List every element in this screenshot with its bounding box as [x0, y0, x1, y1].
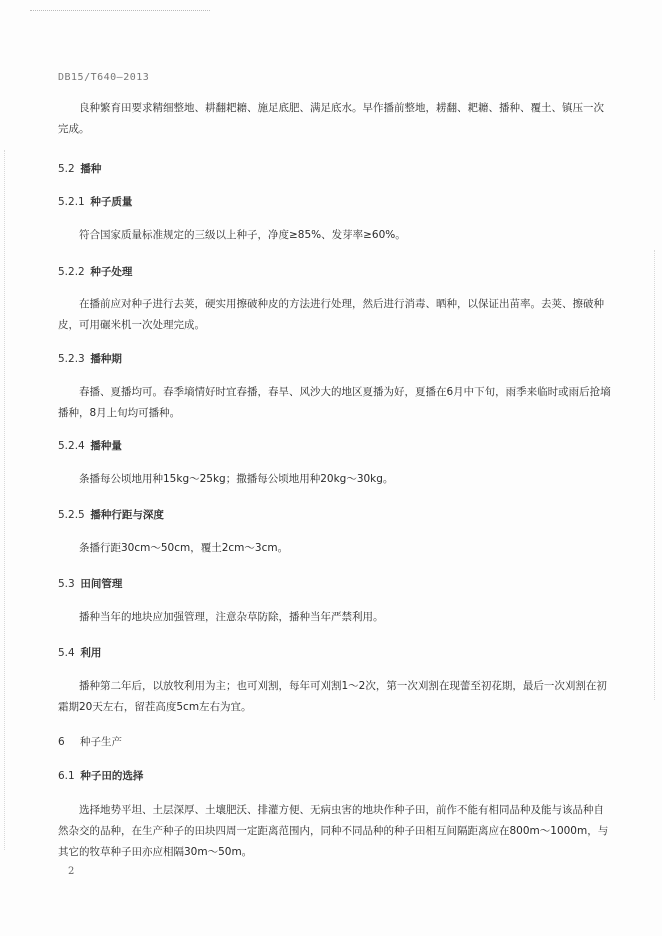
heading-number: 5.2.5	[58, 509, 85, 521]
heading-title: 种子处理	[90, 266, 133, 278]
paragraph-intro: 良种繁育田要求精细整地、耕翻耙耱、施足底肥、满足底水。早作播前整地，耢翻、耙耱、播种、覆土、镇压一次完成。	[58, 102, 604, 135]
heading-5-2	[58, 161, 101, 176]
scan-artifact-left	[4, 150, 6, 850]
heading-number: 6	[58, 736, 65, 748]
heading-number: 6.1	[58, 770, 75, 782]
heading-title: 种子质量	[90, 196, 133, 208]
heading-title: 播种量	[90, 440, 122, 452]
heading-title: 播种行距与深度	[90, 509, 164, 521]
heading-5-2-4	[58, 438, 122, 453]
heading-5-2-3	[58, 351, 122, 366]
heading-number: 5.4	[58, 647, 75, 659]
heading-5-4	[58, 645, 101, 660]
paragraph-sowing-rate: 条播每公顷地用种15kg～25kg；撒播每公顷地用种20kg～30kg。	[79, 473, 394, 485]
heading-number: 5.3	[58, 578, 75, 590]
paragraph-field-management: 播种当年的地块应加强管理，注意杂草防除，播种当年严禁利用。	[79, 611, 384, 623]
heading-5-2-1	[58, 194, 132, 209]
paragraph-seed-field-selection: 选择地势平坦、土层深厚、土壤肥沃、排灌方便、无病虫害的地块作种子田，前作不能有相同品种及能与该品种自然杂交的品种，在生产种子的田块四周一定距离范围内，同种不同品种的种子田相互间隔距离应在800m～1000m，与其它的牧草种子田亦应相隔30m～50m。	[58, 804, 609, 858]
heading-5-2-2	[58, 264, 132, 279]
heading-number: 5.2.3	[58, 353, 85, 365]
paragraph-row-spacing: 条播行距30cm～50cm，覆土2cm～3cm。	[79, 542, 289, 554]
heading-6-1	[58, 768, 143, 783]
heading-title: 利用	[80, 647, 102, 659]
heading-number: 5.2.1	[58, 196, 85, 208]
heading-number: 5.2.2	[58, 266, 85, 278]
heading-title: 播种期	[90, 353, 122, 365]
heading-title: 田间管理	[80, 578, 123, 590]
heading-title: 播种	[80, 163, 102, 175]
heading-number: 5.2.4	[58, 440, 85, 452]
page-number: 2	[68, 866, 75, 877]
heading-6	[58, 734, 122, 749]
heading-number: 5.2	[58, 163, 75, 175]
paragraph-utilization: 播种第二年后，以放牧利用为主；也可刈割，每年可刈割1～2次，第一次刈割在现蕾至初花期，最后一次刈割在初霜期20天左右，留茬高度5cm左右为宜。	[58, 680, 607, 713]
heading-title: 种子田的选择	[80, 770, 144, 782]
paragraph-sowing-period: 春播、夏播均可。春季墒情好时宜春播，春旱、风沙大的地区夏播为好，夏播在6月中下旬，雨季来临时或雨后抢墒播种，8月上旬均可播种。	[58, 386, 611, 419]
paragraph-seed-quality: 符合国家质量标准规定的三级以上种子，净度≥85%、发芽率≥60%。	[79, 229, 406, 241]
scan-artifact-right	[654, 250, 656, 700]
standard-id: DB15/T640—2013	[58, 72, 150, 83]
scan-artifact-top	[30, 0, 210, 11]
paragraph-seed-treatment: 在播前应对种子进行去荚，硬实用擦破种皮的方法进行处理，然后进行消毒、晒种，以保证出苗率。去荚、擦破种皮，可用碾米机一次处理完成。	[58, 298, 604, 331]
heading-title: 种子生产	[80, 736, 123, 748]
heading-5-3	[58, 576, 122, 591]
heading-5-2-5	[58, 507, 164, 522]
